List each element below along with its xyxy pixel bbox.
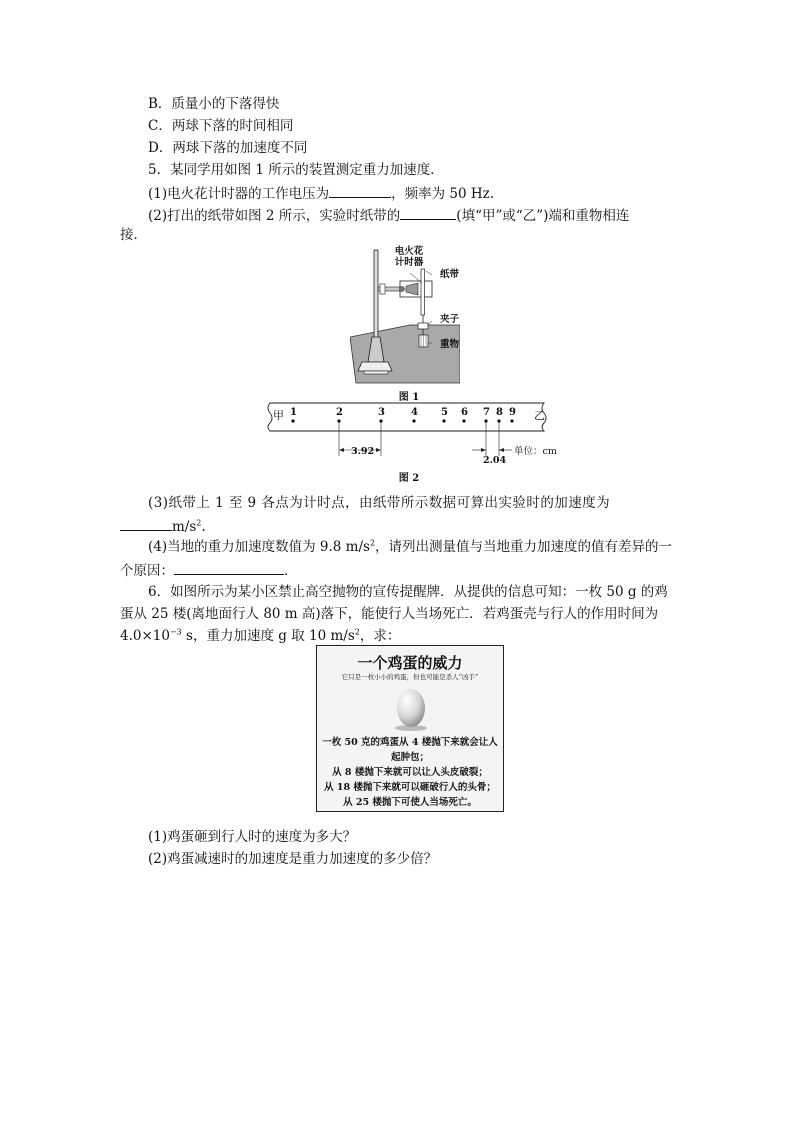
clip xyxy=(418,323,428,329)
q5-p2-text-a: (2)打出的纸带如图 2 所示，实验时纸带的 xyxy=(148,208,401,224)
answer-blank-acceleration[interactable] xyxy=(120,516,172,531)
question-5-part-2 xyxy=(148,205,629,225)
tape-point-label-3: 3 xyxy=(378,407,385,418)
paper-tape xyxy=(421,269,425,315)
unit-label: 单位：cm xyxy=(514,446,557,457)
tape-point-label-8: 8 xyxy=(496,407,503,418)
q5-p1-text-a: (1)电火花计时器的工作电压为 xyxy=(148,186,330,202)
question-5-part-1 xyxy=(148,183,494,203)
question-5-part-4: (4)当地的重力加速度数值为 9.8 $m/s^2$，请列出测量值与当地重力加速度的值有差异的一 xyxy=(148,538,673,555)
tape-point-label-7: 7 xyxy=(483,407,490,418)
tape-point-label-4: 4 xyxy=(411,407,418,418)
question-6-line-1: 6．如图所示为某小区禁止高空抛物的宣传提醒牌．从提供的信息可知：一枚 50 g 的鸡 xyxy=(148,584,668,600)
q5-p1-text-b: ，频率为 50 Hz. xyxy=(391,186,495,202)
question-6-line-3: $4.0\times 10^{-3}$ s，重力加速度 g 取 10 $m/s^2$，求： xyxy=(120,627,401,644)
label-spark-timer: 电火花 计时器 xyxy=(394,246,424,268)
sign-line-3: 从 8 楼抛下来就可以让人头皮破裂； xyxy=(332,767,488,778)
label-clip: 夹子 xyxy=(440,314,460,325)
tape-point-label-9: 9 xyxy=(509,407,516,418)
distance-label-b: 2.04 xyxy=(483,455,507,466)
option-d: D．两球下落的加速度不同 xyxy=(148,140,308,156)
figure-1-caption: 图 1 xyxy=(398,392,420,403)
question-6-line-2: 蛋从 25 楼(离地面行人 80 m 高)落下，能使行人当场死亡．若鸡蛋壳与行人的作用时间为 xyxy=(120,606,659,622)
q5-p3-text-a: (3)纸带上 1 至 9 各点为计时点，由纸带所示数据可算出实验时的加速度为 xyxy=(148,495,611,511)
tape-end-left: 甲 xyxy=(273,409,284,422)
q5-p2-text-c: 接． xyxy=(120,227,147,243)
question-6-sub-1: (1)鸡蛋砸到行人时的速度为多大？ xyxy=(148,829,357,845)
tape-point-label-6: 6 xyxy=(461,407,468,418)
question-5-part-3-answer: $m/s^2$. xyxy=(120,516,206,536)
sign-line-5: 从 25 楼抛下可使人当场死亡。 xyxy=(343,797,477,808)
option-b: B．质量小的下落得快 xyxy=(148,96,280,112)
label-tape: 纸带 xyxy=(440,269,460,280)
tape-end-right: 乙 xyxy=(534,409,545,422)
warning-sign xyxy=(316,645,504,812)
figure-2-caption: 图 2 xyxy=(398,473,420,484)
egg-icon xyxy=(391,686,431,732)
q5-p2-text-b: (填“甲”或“乙”)端和重物相连 xyxy=(456,208,630,224)
question-5-part-4-answer: 个原因： ． xyxy=(120,560,298,580)
sign-line-1: 一枚 50 克的鸡蛋从 4 楼抛下来就会让人 xyxy=(322,737,498,748)
sign-line-2: 起肿包； xyxy=(390,752,429,763)
option-c: C．两球下落的时间相同 xyxy=(148,118,294,134)
tape-point-label-5: 5 xyxy=(441,407,448,418)
question-6-sub-2: (2)鸡蛋减速时的加速度是重力加速度的多少倍？ xyxy=(148,851,438,867)
answer-blank-voltage[interactable] xyxy=(329,183,391,198)
distance-label-a: 3.92 xyxy=(351,446,375,457)
sign-title: 一个鸡蛋的威力 xyxy=(357,654,463,672)
tape-outline xyxy=(268,403,546,431)
label-weight: 重物 xyxy=(440,339,460,350)
question-5-intro: 5．某同学用如图 1 所示的装置测定重力加速度． xyxy=(148,162,444,178)
tape-point-label-1: 1 xyxy=(290,407,297,418)
sign-line-4: 从 18 楼抛下来就可以砸破行人的头骨； xyxy=(324,782,496,793)
answer-blank-tape-end[interactable] xyxy=(400,205,456,220)
answer-blank-reason[interactable] xyxy=(174,560,284,575)
tape-point-label-2: 2 xyxy=(336,407,343,418)
sign-subtitle: 它只是一枚小小的鸡蛋，但也可能是杀人“凶手” xyxy=(341,673,479,681)
stand-base xyxy=(358,362,392,371)
